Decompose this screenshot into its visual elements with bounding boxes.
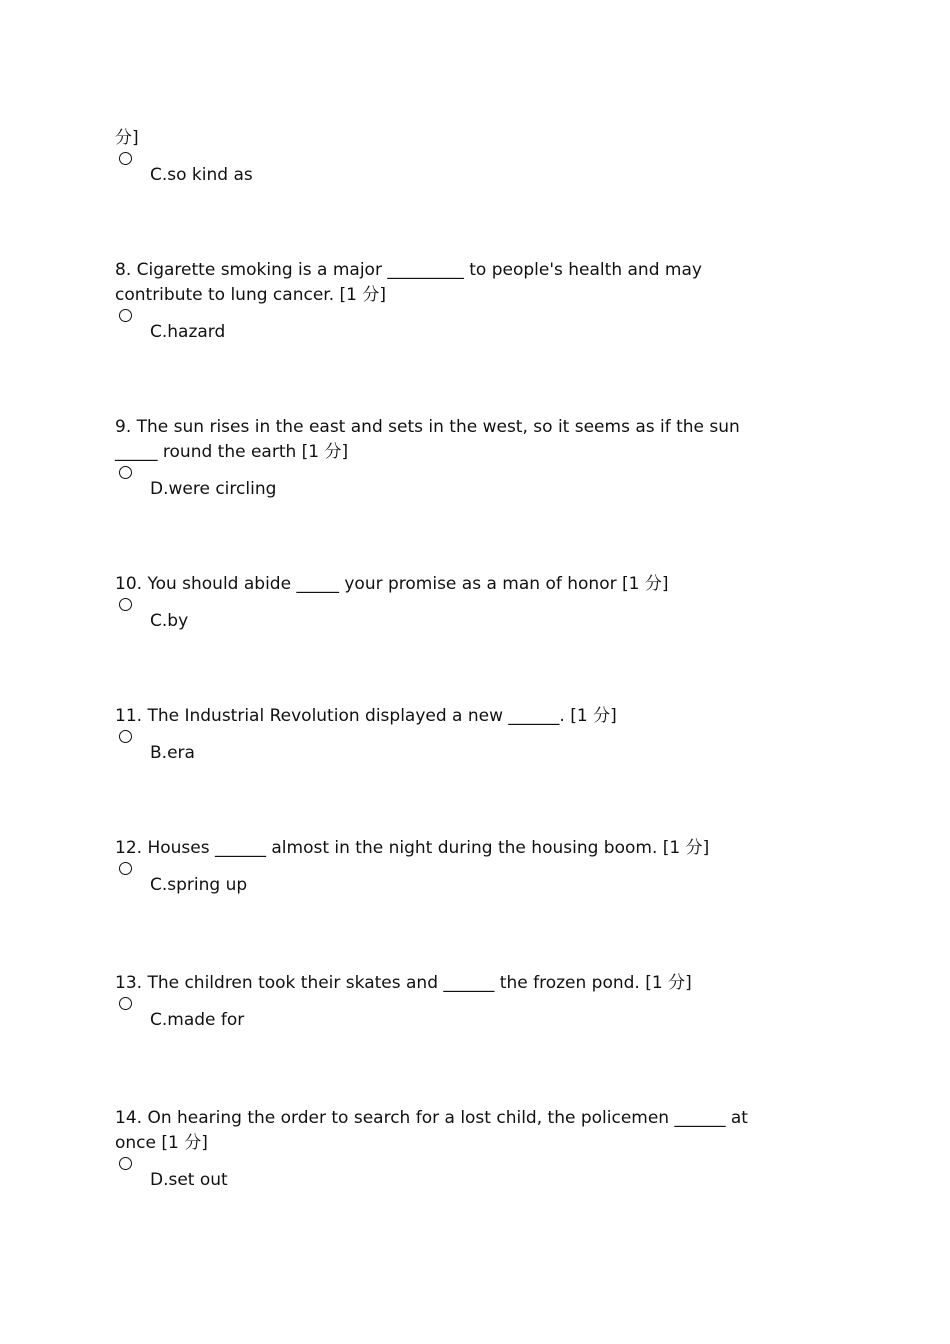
- answer-option[interactable]: [115, 729, 775, 763]
- question-13: [115, 971, 775, 1030]
- option-label: C.spring up: [150, 875, 248, 895]
- question-11: [115, 704, 775, 763]
- radio-circle-icon[interactable]: [119, 466, 132, 479]
- radio-circle-icon[interactable]: [119, 598, 132, 611]
- question-text: 14. On hearing the order to search for a lost child, the policemen ______ at once [1 分]: [115, 1108, 748, 1153]
- question-text: 分]: [115, 128, 139, 148]
- question-text: 12. Houses ______ almost in the night during the housing boom. [1 分]: [115, 838, 710, 858]
- answer-option[interactable]: [115, 308, 775, 342]
- option-label: C.hazard: [150, 322, 226, 342]
- radio-circle-icon[interactable]: [119, 1157, 132, 1170]
- question-10: [115, 572, 775, 631]
- radio-circle-icon[interactable]: [119, 152, 132, 165]
- question-text: 10. You should abide _____ your promise as a man of honor [1 分]: [115, 574, 669, 594]
- answer-option[interactable]: [115, 996, 775, 1030]
- question-14: [115, 1106, 775, 1190]
- radio-circle-icon[interactable]: [119, 997, 132, 1010]
- radio-circle-icon[interactable]: [119, 309, 132, 322]
- question-8: [115, 258, 775, 342]
- option-label: D.were circling: [150, 479, 277, 499]
- question-7-tail: [115, 126, 775, 185]
- radio-circle-icon[interactable]: [119, 862, 132, 875]
- answer-option[interactable]: [115, 597, 775, 631]
- option-label: C.by: [150, 611, 189, 631]
- question-text: 11. The Industrial Revolution displayed a new ______. [1 分]: [115, 706, 617, 726]
- option-label: B.era: [150, 743, 195, 763]
- option-label: D.set out: [150, 1170, 228, 1190]
- question-text: 13. The children took their skates and ______ the frozen pond. [1 分]: [115, 973, 692, 993]
- answer-option[interactable]: [115, 465, 775, 499]
- option-label: C.so kind as: [150, 165, 253, 185]
- question-text: 9. The sun rises in the east and sets in the west, so it seems as if the sun _____ round the earth [1 分]: [115, 417, 740, 462]
- question-9: [115, 415, 775, 499]
- question-text: 8. Cigarette smoking is a major _________ to people's health and may contribute to lung cancer. [1 分]: [115, 260, 702, 305]
- question-12: [115, 836, 775, 895]
- answer-option[interactable]: [115, 151, 775, 185]
- answer-option[interactable]: [115, 861, 775, 895]
- radio-circle-icon[interactable]: [119, 730, 132, 743]
- option-label: C.made for: [150, 1010, 245, 1030]
- answer-option[interactable]: [115, 1156, 775, 1190]
